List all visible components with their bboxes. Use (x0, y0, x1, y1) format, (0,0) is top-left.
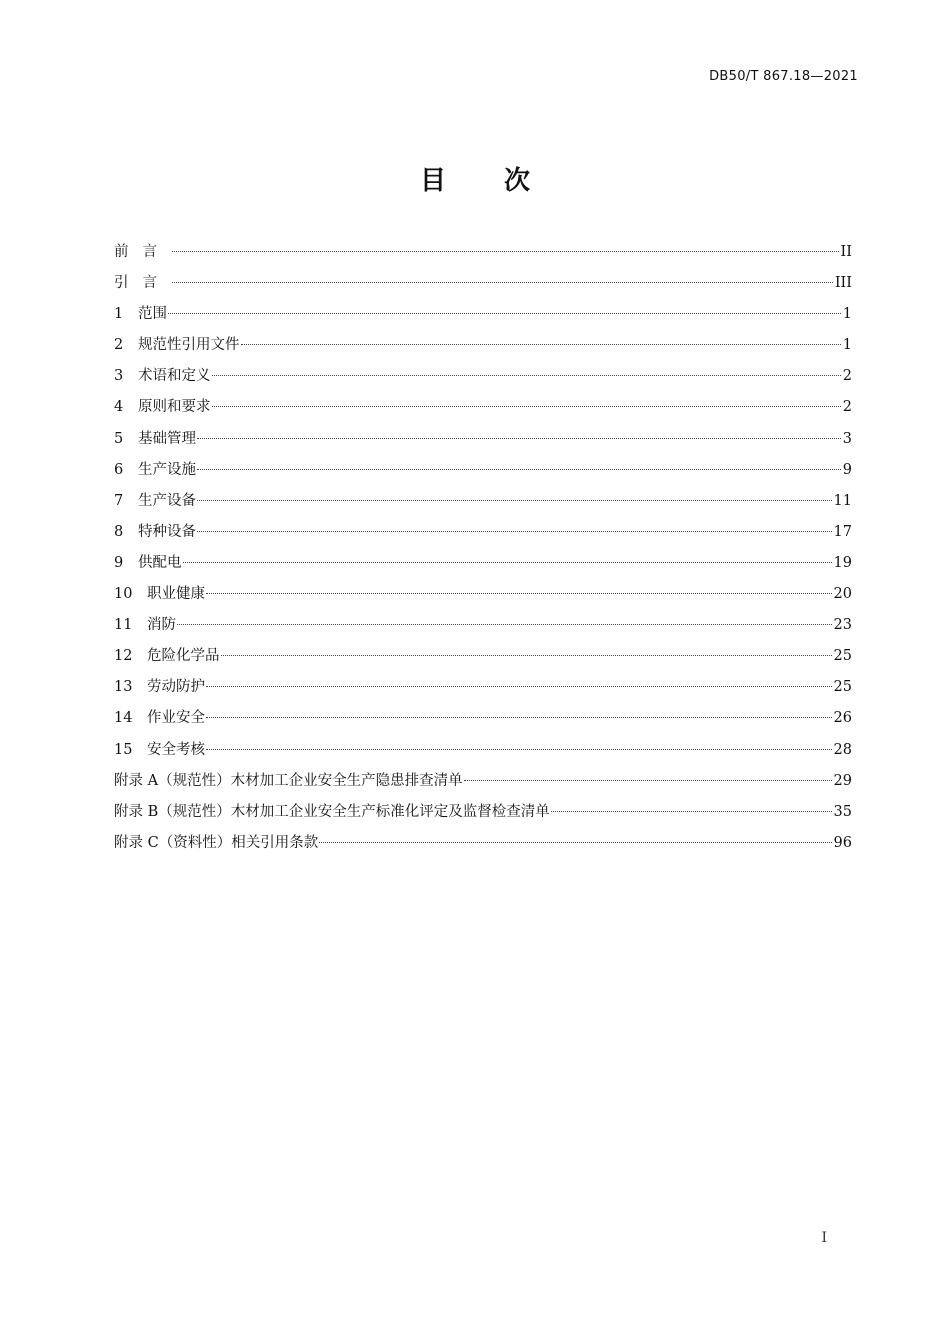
toc-entry-label: 作业安全 (147, 710, 205, 727)
toc-entry-10[interactable] (114, 579, 852, 610)
toc-entry-label: 危险化学品 (147, 648, 220, 665)
dot-leader (172, 282, 833, 283)
toc-entry-page: III (834, 275, 852, 292)
dot-leader (206, 717, 832, 718)
toc-entry-label: 附录 A（规范性）木材加工企业安全生产隐患排查清单 (114, 772, 463, 789)
toc-entry-number: 14 (114, 710, 133, 727)
title-char-2: 次 (504, 166, 531, 196)
toc-entry-4[interactable] (114, 392, 852, 423)
toc-entry-number: 7 (114, 492, 124, 509)
toc-entry-label: 原则和要求 (138, 399, 211, 416)
toc-entry-label: 安全考核 (147, 741, 205, 758)
toc-entry-15[interactable] (114, 735, 852, 766)
toc-entry-11[interactable] (114, 610, 852, 641)
toc-entry-5[interactable] (114, 424, 852, 455)
toc-entry-page: 3 (842, 430, 852, 447)
toc-entry-label: 职业健康 (147, 586, 205, 603)
toc-entry-label: 术语和定义 (138, 368, 211, 385)
dot-leader (319, 842, 831, 843)
toc-entry-8[interactable] (114, 517, 852, 548)
toc-entry-7[interactable] (114, 486, 852, 517)
toc-entry-page: 1 (842, 306, 852, 323)
toc-entry-page: 28 (833, 741, 852, 758)
toc-entry-page: 11 (833, 492, 852, 509)
dot-leader (177, 624, 832, 625)
dot-leader (206, 593, 832, 594)
dot-leader (464, 780, 832, 781)
toc-entry-12[interactable] (114, 641, 852, 672)
toc-entry-page: 23 (833, 617, 852, 634)
toc-entry-label: 基础管理 (138, 430, 196, 447)
dot-leader (221, 655, 832, 656)
toc-entry-page: 96 (833, 834, 852, 851)
toc-entry-label: 生产设备 (138, 492, 196, 509)
toc-entry-page: 9 (842, 461, 852, 478)
page-title (0, 160, 950, 197)
toc-entry-page: 17 (833, 523, 852, 540)
toc-entry-13[interactable] (114, 672, 852, 703)
toc-entry-number: 11 (114, 617, 133, 634)
page-number: I (821, 1230, 827, 1246)
toc-entry-number: 15 (114, 741, 133, 758)
toc-entry-6[interactable] (114, 455, 852, 486)
toc-entry-appendix-c[interactable] (114, 828, 852, 859)
toc-entry-label: 生产设施 (138, 461, 196, 478)
toc-entry-page: 26 (833, 710, 852, 727)
toc-entry-page: 29 (833, 772, 852, 789)
toc-entry-number: 2 (114, 337, 124, 354)
toc-entry-page: II (840, 244, 852, 260)
toc-entry-14[interactable] (114, 703, 852, 734)
dot-leader (168, 313, 841, 314)
toc-entry-2[interactable] (114, 330, 852, 361)
toc-entry-number: 8 (114, 523, 124, 540)
toc-entry-number: 10 (114, 586, 133, 603)
dot-leader (197, 500, 832, 501)
toc-entry-page: 1 (842, 337, 852, 354)
toc-entry-1[interactable] (114, 299, 852, 330)
dot-leader (212, 375, 841, 376)
toc-entry-number: 5 (114, 430, 124, 447)
table-of-contents (114, 237, 852, 859)
dot-leader (197, 438, 841, 439)
toc-entry-number: 12 (114, 648, 133, 665)
toc-entry-number: 9 (114, 554, 124, 571)
toc-entry-page: 2 (842, 399, 852, 416)
dot-leader (206, 749, 832, 750)
toc-entry-page: 20 (833, 586, 852, 603)
toc-entry-number: 4 (114, 399, 124, 416)
toc-entry-9[interactable] (114, 548, 852, 579)
toc-entry-label: 范围 (138, 306, 167, 323)
title-char-1: 目 (419, 166, 446, 196)
toc-entry-3[interactable] (114, 361, 852, 392)
dot-leader (197, 469, 841, 470)
toc-entry-introduction[interactable] (114, 268, 852, 299)
toc-entry-number: 1 (114, 306, 124, 323)
toc-entry-label: 消防 (147, 617, 176, 634)
dot-leader (212, 406, 841, 407)
toc-entry-label: 引言 (114, 275, 171, 292)
toc-entry-label: 附录 C（资料性）相关引用条款 (114, 834, 319, 851)
toc-entry-page: 35 (833, 803, 852, 820)
toc-entry-page: 19 (833, 554, 852, 571)
toc-entry-page: 2 (842, 368, 852, 385)
document-code: DB50/T 867.18—2021 (709, 69, 858, 84)
dot-leader (241, 344, 841, 345)
dot-leader (183, 562, 832, 563)
toc-entry-appendix-b[interactable] (114, 797, 852, 828)
toc-entry-label: 规范性引用文件 (138, 337, 240, 354)
dot-leader (172, 251, 839, 252)
toc-entry-number: 13 (114, 679, 133, 696)
toc-entry-label: 特种设备 (138, 523, 196, 540)
toc-entry-number: 6 (114, 461, 124, 478)
toc-entry-page: 25 (833, 648, 852, 665)
toc-entry-label: 供配电 (138, 554, 182, 571)
toc-entry-label: 前言 (114, 244, 171, 260)
toc-entry-page: 25 (833, 679, 852, 696)
dot-leader (551, 811, 832, 812)
dot-leader (197, 531, 832, 532)
toc-entry-number: 3 (114, 368, 124, 385)
dot-leader (206, 686, 832, 687)
toc-entry-label: 劳动防护 (147, 679, 205, 696)
toc-entry-appendix-a[interactable] (114, 766, 852, 797)
toc-entry-label: 附录 B（规范性）木材加工企业安全生产标准化评定及监督检查清单 (114, 803, 550, 820)
toc-entry-foreword[interactable] (114, 237, 852, 268)
